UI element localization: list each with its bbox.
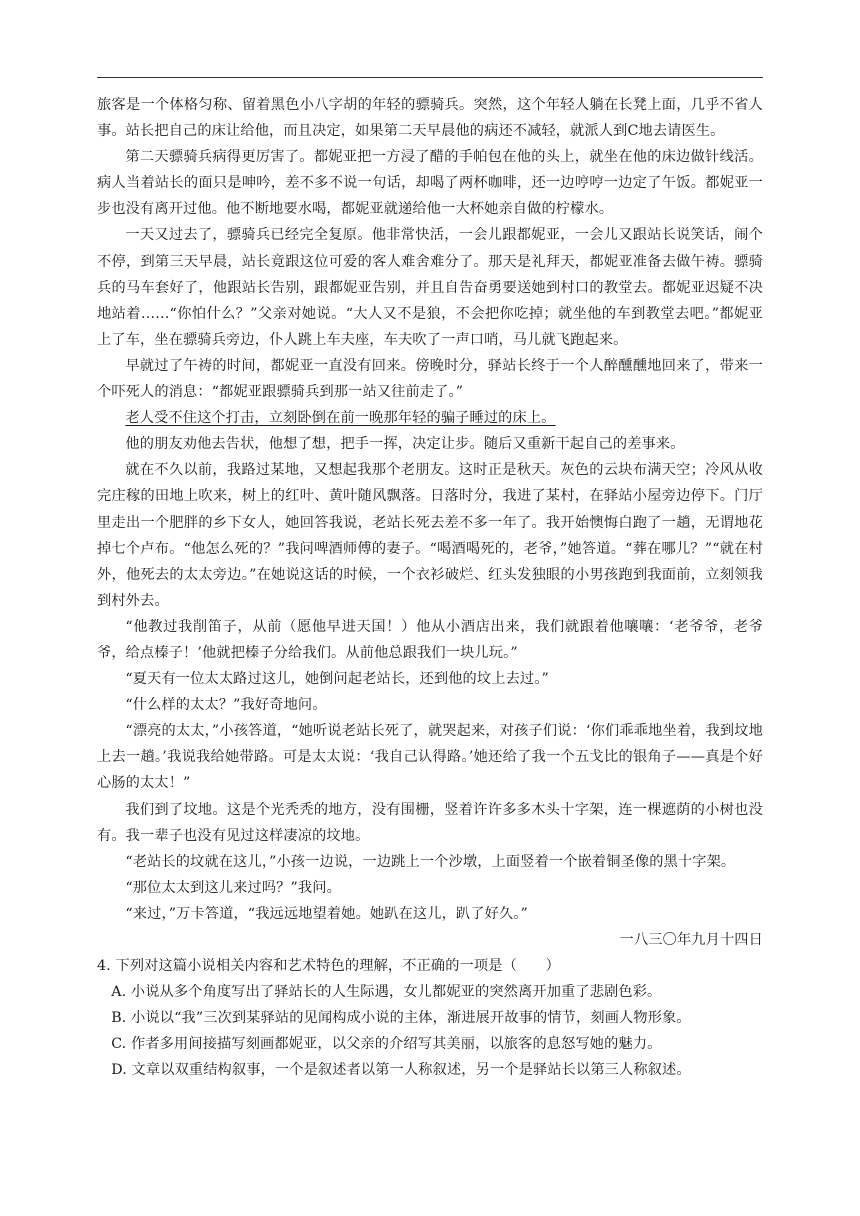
- paragraph: 早就过了午祷的时间，都妮亚一直没有回来。傍晚时分，驿站长终于一个人醉醺醺地回来了，带来一个吓死人的消息：“都妮亚跟骠骑兵到那一站又往前走了。”: [97, 357, 763, 401]
- underlined-sentence: 老人受不住这个打击，立刻卧倒在前一晚那年轻的骗子睡过的床上。: [125, 410, 556, 427]
- paragraph: “老站长的坟就在这儿，”小孩一边说，一边跳上一个沙墩，上面竖着一个嵌着铜圣像的黑十字架。: [125, 853, 736, 870]
- paragraph: “漂亮的太太，”小孩答道，“她听说老站长死了，就哭起来，对孩子们说：‘你们乖乖地坐着，我到坟地上去一趟。’我说我给她带路。可是太太说：‘我自己认得路。’她还给了我一个五戈比的银角子——真是个好心肠的太太！”: [97, 723, 763, 792]
- option-a: A. 小说从多个角度写出了驿站长的人生际遇，女儿都妮亚的突然离开加重了悲剧色彩。: [111, 984, 662, 1001]
- paragraph: 第二天骠骑兵病得更厉害了。都妮亚把一方浸了醋的手帕包在他的头上，就坐在他的床边做针线活。病人当着站长的面只是呻吟，差不多不说一句话，却喝了两杯咖啡，还一边哼哼一边定了午饭。都妮亚一步也没有离开过他。他不断地要水喝，都妮亚就递给他一大杯她亲自做的柠檬水。: [97, 149, 763, 218]
- option-c: C. 作者多用间接描写刻画都妮亚，以父亲的介绍写其美丽，以旅客的息怒写她的魅力。: [111, 1036, 662, 1053]
- paragraph: 就在不久以前，我路过某地，又想起我那个老朋友。这时正是秋天。灰色的云块布满天空；冷风从收完庄稼的田地上吹来，树上的红叶、黄叶随风飘落。日落时分，我进了某村，在驿站小屋旁边停下。门厅里走出一个肥胖的乡下女人，她回答我说，老站长死去差不多一年了。我开始懊悔白跑了一趟，无谓地花掉七个卢布。“他怎么死的？”我问啤酒师傅的妻子。“喝酒喝死的，老爷，”她答道。“葬在哪儿？”“就在村外，他死去的太太旁边。”在她说这话的时候，一个衣衫破烂、红头发独眼的小男孩跑到我面前，立刻领我到村外去。: [97, 462, 763, 609]
- paragraph: 旅客是一个体格匀称、留着黑色小八字胡的年轻的骠骑兵。突然，这个年轻人躺在长凳上面，几乎不省人事。站长把自己的床让给他，而且决定，如果第二天早晨他的病还不减轻，就派人到C地去请医生。: [97, 97, 763, 140]
- document-body: [97, 92, 763, 1084]
- header-rule: [97, 77, 763, 78]
- question-stem: 4. 下列对这篇小说相关内容和艺术特色的理解，不正确的一项是（ ）: [97, 958, 560, 975]
- paragraph: [97, 405, 763, 431]
- paragraph: 他的朋友劝他去告状，他想了想，把手一挥，决定让步。随后又重新干起自己的差事来。: [125, 436, 685, 453]
- paragraph: “那位太太到这儿来过吗？”我问。: [125, 879, 341, 896]
- paragraph: “他教过我削笛子，从前（愿他早进天国！）他从小酒店出来，我们就跟着他嚷嚷：‘老爷爷，老爷爷，给点榛子！’他就把榛子分给我们。从前他总跟我们一块儿玩。”: [97, 618, 763, 661]
- paragraph: “夏天有一位太太路过这儿，她倒问起老站长，还到他的坟上去过。”: [125, 671, 549, 688]
- option-d: D. 文章以双重结构叙事，一个是叙述者以第一人称叙述，另一个是驿站长以第三人称叙述。: [111, 1062, 691, 1079]
- option-b: B. 小说以“我”三次到某驿站的见闻构成小说的主体，渐进展开故事的情节，刻画人物形象。: [111, 1010, 691, 1027]
- paragraph: 一天又过去了，骠骑兵已经完全复原。他非常快活，一会儿跟都妮亚，一会儿又跟站长说笑话，闹个不停，到第三天早晨，站长竟跟这位可爱的客人难舍难分了。那天是礼拜天，都妮亚准备去做午祷。骠骑兵的马车套好了，他跟站长告别，跟都妮亚告别，并且自告奋勇要送她到村口的教堂去。都妮亚迟疑不决地站着……“你怕什么？”父亲对她说。“大人又不是狼，不会把你吃掉；就坐他的车到教堂去吧。”都妮亚上了车，坐在骠骑兵旁边，仆人跳上车夫座，车夫吹了一声口哨，马儿就飞跑起来。: [97, 227, 763, 348]
- paragraph: “来过，”万卡答道，“我远远地望着她。她趴在这儿，趴了好久。”: [125, 905, 528, 922]
- date-line: 一八三〇年九月十四日: [619, 932, 763, 948]
- paragraph: 我们到了坟地。这是个光秃秃的地方，没有围栅，竖着许许多多木头十字架，连一棵遮荫的小树也没有。我一辈子也没有见过这样凄凉的坟地。: [97, 801, 763, 844]
- paragraph: “什么样的太太？”我好奇地问。: [125, 697, 327, 714]
